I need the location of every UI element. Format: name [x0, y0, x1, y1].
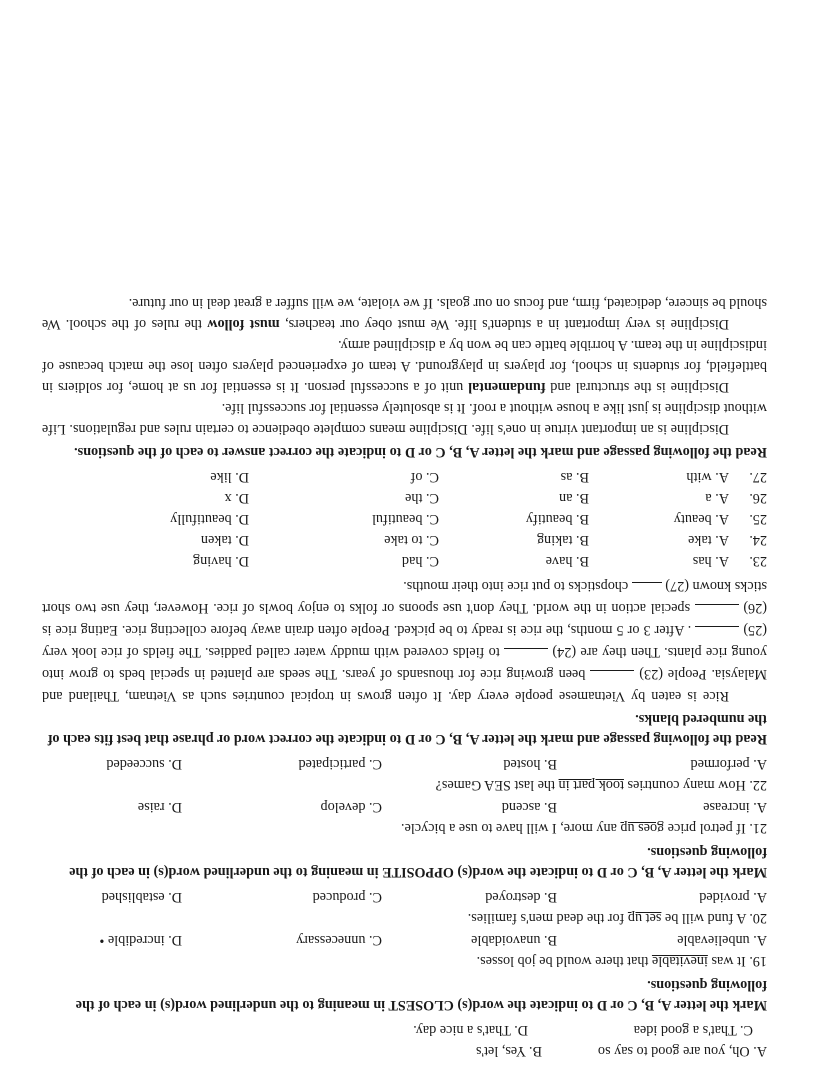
option-d: D. That's a nice day.	[413, 1022, 528, 1038]
reading-paragraph-3: Discipline is very important in a student's life. We must obey our teachers, must follow the rules of the school. We should be sincere, dedicated, firm, and focus on our goals. If we violate, we will suffer a great deal in our future.	[41, 295, 767, 332]
option-b: B. taking	[536, 532, 589, 548]
option-a: A. with	[686, 469, 729, 485]
option-a: A. Oh, you are good to say so	[597, 1043, 767, 1059]
q20-options	[42, 886, 767, 907]
option-c: C. to take	[384, 532, 439, 548]
option-d: D. established	[101, 889, 182, 905]
option-c: C. unnecessary	[296, 932, 382, 948]
option-c: C. beautiful	[372, 511, 439, 527]
exam-content	[42, 292, 767, 1067]
option-d: D. succeeded	[106, 756, 182, 772]
section-closest-instruction: Mark the letter A, B, C or D to indicate the word(s) CLOSEST in meaning to the underlined word(s) in each of the following questions.	[75, 977, 767, 1013]
option-a: A. increase	[703, 799, 767, 815]
cloze-passage: Rice is eaten by Vietnamese people every day. It often grows in tropical countries such as Vietnam, Thailand and Malaysia. People (23) been growing rice for thousands of years. The seeds are planted in special beds to grow into young rice plants. Then they are (24) to fields covered with muddy water called paddies. The fields of rice look very (25) . After 3 or 5 months, the rice is ready to be picked. People often drain away before collecting rice. Eating rice is (26) special action in the world. They don't use spoons or folks to enjoy bowls of rice. However, they use two short sticks known (27) chopsticks to put rice into their mouths.	[41, 578, 767, 704]
option-d: D. having	[193, 553, 249, 569]
option-a: A. beauty	[673, 511, 729, 527]
option-b: B. Yes, let's	[475, 1043, 542, 1059]
option-d: D. like	[210, 469, 249, 485]
option-b: B. beautify	[525, 511, 589, 527]
option-c: C. participated	[298, 756, 382, 772]
q27-options: 27. A. with B. as C. of D. like	[42, 466, 767, 487]
question-21: 21. If petrol price goes up any more, I will have to use a bicycle.	[400, 820, 767, 836]
option-c: C. That's a good idea	[633, 1022, 753, 1038]
option-b: B. have	[545, 553, 589, 569]
option-a: A. provided	[699, 889, 767, 905]
option-c: C. develop	[320, 799, 382, 815]
option-a: A. unbelievable	[677, 932, 767, 948]
option-c: C. the	[405, 490, 439, 506]
section-opposite-instruction: Mark the letter A, B, C or D to indicate the word(s) OPPOSITE in meaning to the underlined word(s) in each of the following questions.	[69, 844, 767, 880]
section-cloze-instruction: Read the following passage and mark the letter A, B, C or D to indicate the correct word or phrase that best fits each of the numbered blanks.	[47, 711, 767, 747]
option-d: D. beautifully	[170, 511, 249, 527]
q22-options	[42, 753, 767, 774]
option-c: C. had	[401, 553, 439, 569]
q21-options	[42, 796, 767, 817]
option-b: B. an	[559, 490, 589, 506]
option-c: C. produced	[312, 889, 382, 905]
question-20: 20. A fund will be set up for the dead men's families.	[467, 910, 767, 926]
option-a: A. performed	[690, 756, 767, 772]
q18-options-row-1	[42, 1040, 767, 1061]
option-d: D. x	[224, 490, 249, 506]
blank-26	[695, 604, 739, 619]
option-b: B. destroyed	[485, 889, 557, 905]
reading-paragraph-2: Discipline is the structural and fundamental unit of a successful person. It is essential for us at home, for soldiers in battlefield, for students in school, for players in playground. A team of experienced players often lose the match because of indiscipline in the team. A horrible battle can be won by a disciplined army.	[42, 337, 767, 395]
blank-24	[504, 648, 548, 663]
question-22: 22. How many countries took part in the last SEA Games?	[435, 777, 767, 793]
option-a: A. take	[688, 532, 729, 548]
q25-options: 25. A. beauty B. beautify C. beautiful D. beautifully	[42, 508, 767, 529]
option-c: C. of	[410, 469, 439, 485]
option-b: B. unavoidable	[471, 932, 557, 948]
option-d: D. incredible •	[99, 932, 182, 948]
option-a: A. a	[705, 490, 729, 506]
section-reading-instruction: Read the following passage and mark the letter A, B, C or D to indicate the correct answer to each of the questions.	[74, 444, 767, 460]
option-b: B. as	[560, 469, 589, 485]
q24-options: 24. A. take B. taking C. to take D. taken	[42, 529, 767, 550]
q19-options	[42, 929, 767, 950]
option-b: B. hosted	[503, 756, 557, 772]
option-d: D. taken	[200, 532, 249, 548]
blank-25	[695, 626, 739, 641]
reading-paragraph-1: Discipline is an important virtue in one's life. Discipline means complete obedience to certain rules and regulations. Life without discipline is just like a house without a roof. It is absolutely essential for successful life.	[42, 400, 767, 437]
q26-options: 26. A. a B. an C. the D. x	[42, 487, 767, 508]
option-a: A. has	[692, 553, 729, 569]
option-b: B. ascend	[501, 799, 557, 815]
option-d: D. raise	[137, 799, 182, 815]
question-19: 19. It was inevitable that there would be job losses.	[476, 953, 767, 969]
q23-options: 23. A. has B. have C. had D. having	[42, 550, 767, 571]
blank-23	[590, 670, 634, 685]
blank-27	[632, 582, 662, 597]
q18-options-row-2	[42, 1019, 753, 1040]
